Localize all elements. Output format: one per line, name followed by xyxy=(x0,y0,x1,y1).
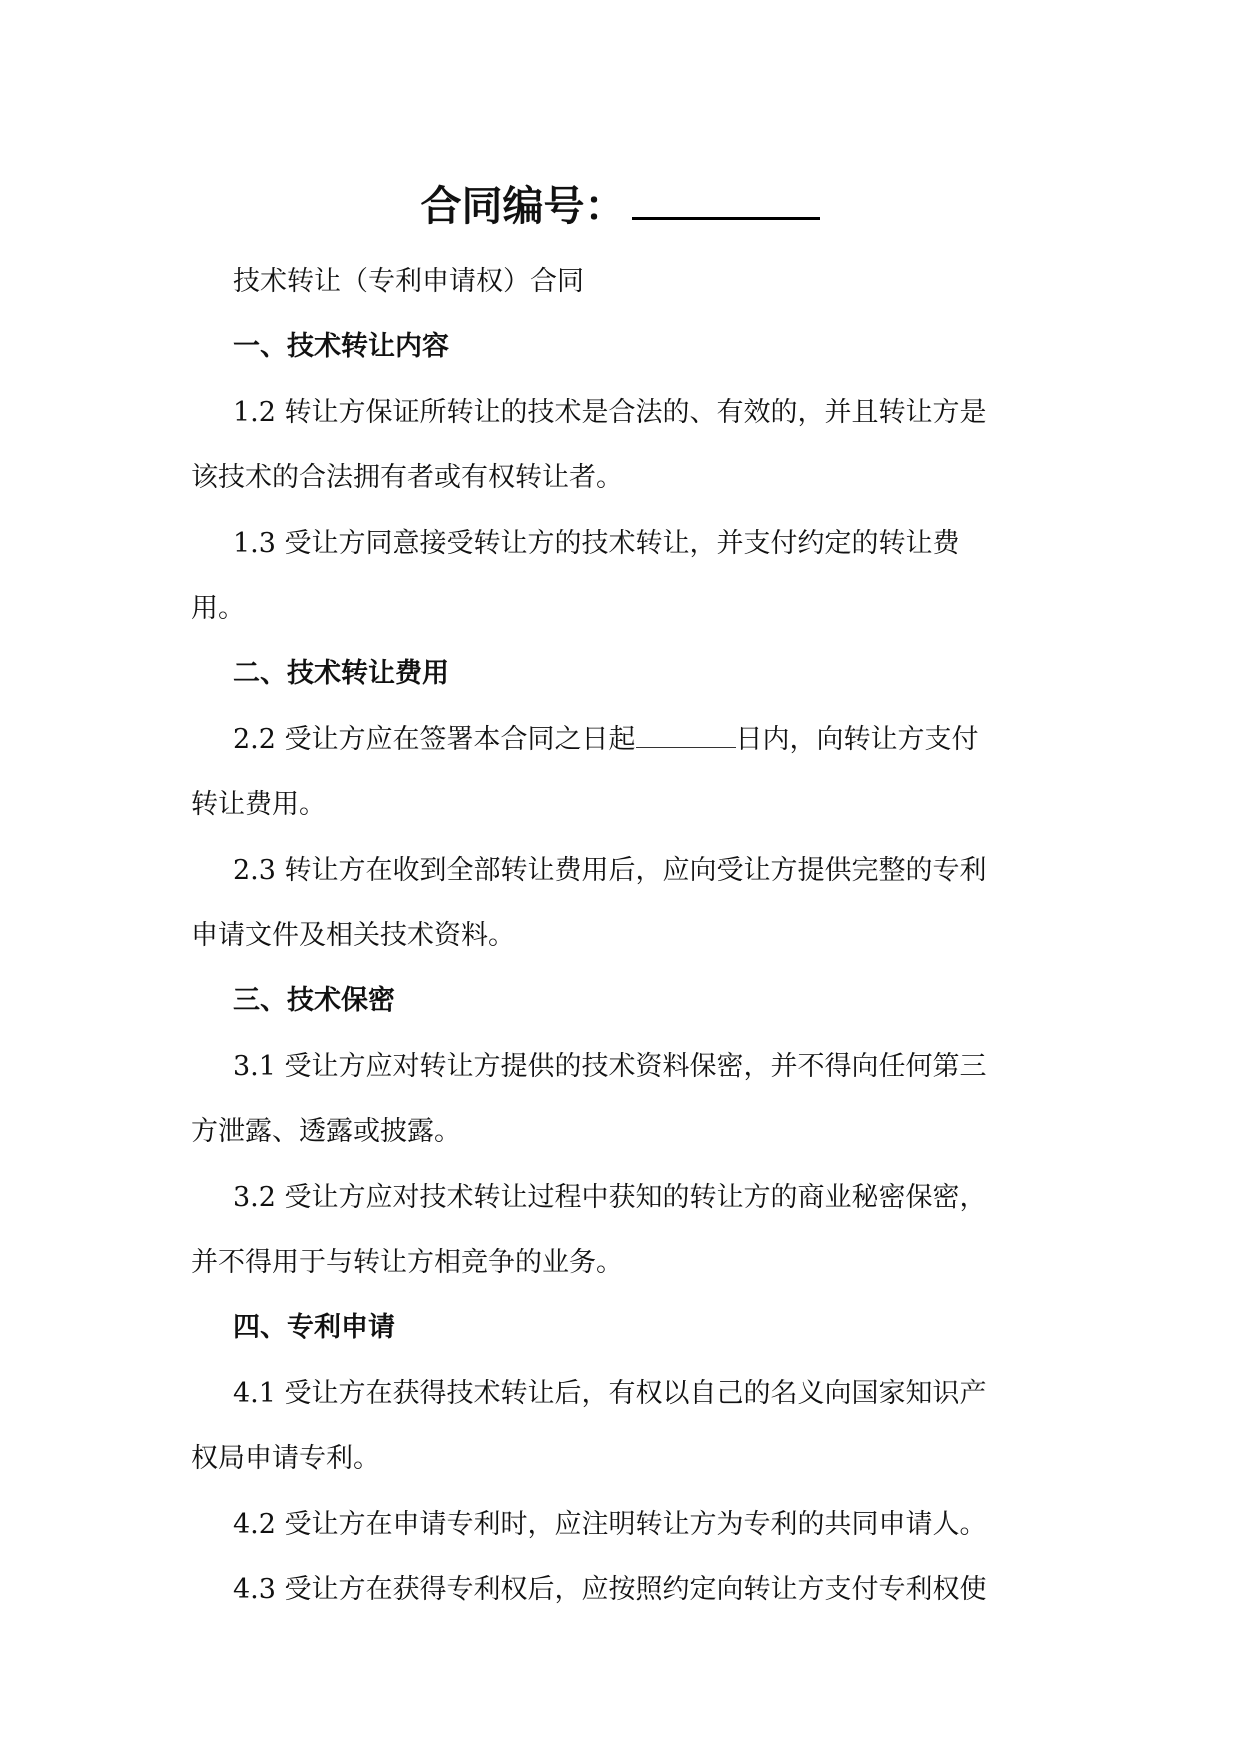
text-line xyxy=(233,262,1113,302)
text-line xyxy=(233,393,1113,433)
contract-number-label: 合同编号： xyxy=(420,183,626,229)
line-text: 二、技术转让费用 xyxy=(233,658,449,690)
text-line xyxy=(191,1112,1071,1152)
section-heading xyxy=(233,1308,1113,1348)
text-line xyxy=(233,720,1113,760)
section-heading xyxy=(233,327,1113,367)
text-line xyxy=(191,458,1071,498)
line-text: 1.2 转让方保证所转让的技术是合法的、有效的，并且转让方是 xyxy=(233,396,987,428)
line-text: 一、技术转让内容 xyxy=(233,331,449,363)
line-text: 转让费用。 xyxy=(191,789,326,821)
text-line xyxy=(233,1570,1113,1610)
text-line xyxy=(233,1505,1113,1545)
line-text: 3.1 受让方应对转让方提供的技术资料保密，并不得向任何第三 xyxy=(233,1050,987,1082)
section-heading xyxy=(233,654,1113,694)
contract-number-title xyxy=(0,176,1240,236)
line-text: 用。 xyxy=(191,593,245,624)
text-line xyxy=(233,524,1113,564)
line-text: 三、技术保密 xyxy=(233,985,395,1017)
section-heading xyxy=(233,981,1113,1021)
line-text: 权局申请专利。 xyxy=(191,1443,380,1475)
text-line xyxy=(191,916,1071,956)
text-line xyxy=(233,851,1113,891)
line-text: 3.2 受让方应对技术转让过程中获知的转让方的商业秘密保密， xyxy=(233,1181,987,1213)
text-line xyxy=(233,1178,1113,1218)
line-text: 技术转让（专利申请权）合同 xyxy=(233,266,584,297)
text-line xyxy=(233,1374,1113,1414)
text-line xyxy=(191,1243,1071,1283)
text-line xyxy=(233,1047,1113,1087)
line-text: 4.2 受让方在申请专利时，应注明转让方为专利的共同申请人。 xyxy=(233,1508,987,1540)
line-text: 该技术的合法拥有者或有权转让者。 xyxy=(191,462,623,494)
line-text: 并不得用于与转让方相竞争的业务。 xyxy=(191,1247,623,1278)
line-text: 4.3 受让方在获得专利权后，应按照约定向转让方支付专利权使 xyxy=(233,1574,987,1605)
line-text: 日内，向转让方支付 xyxy=(735,723,979,755)
line-text: 2.2 受让方应在签署本合同之日起 xyxy=(233,723,636,755)
text-line xyxy=(191,1439,1071,1479)
line-text: 四、专利申请 xyxy=(233,1312,395,1344)
contract-number-blank xyxy=(632,183,820,220)
line-text: 2.3 转让方在收到全部转让费用后，应向受让方提供完整的专利 xyxy=(233,854,987,886)
text-line xyxy=(191,785,1071,825)
line-text: 方泄露、透露或披露。 xyxy=(191,1116,461,1148)
line-text: 申请文件及相关技术资料。 xyxy=(191,920,515,951)
line-text: 4.1 受让方在获得技术转让后，有权以自己的名义向国家知识产 xyxy=(233,1377,987,1409)
days-blank xyxy=(636,721,736,748)
line-text: 1.3 受让方同意接受转让方的技术转让，并支付约定的转让费 xyxy=(233,527,960,559)
text-line xyxy=(191,589,1071,629)
